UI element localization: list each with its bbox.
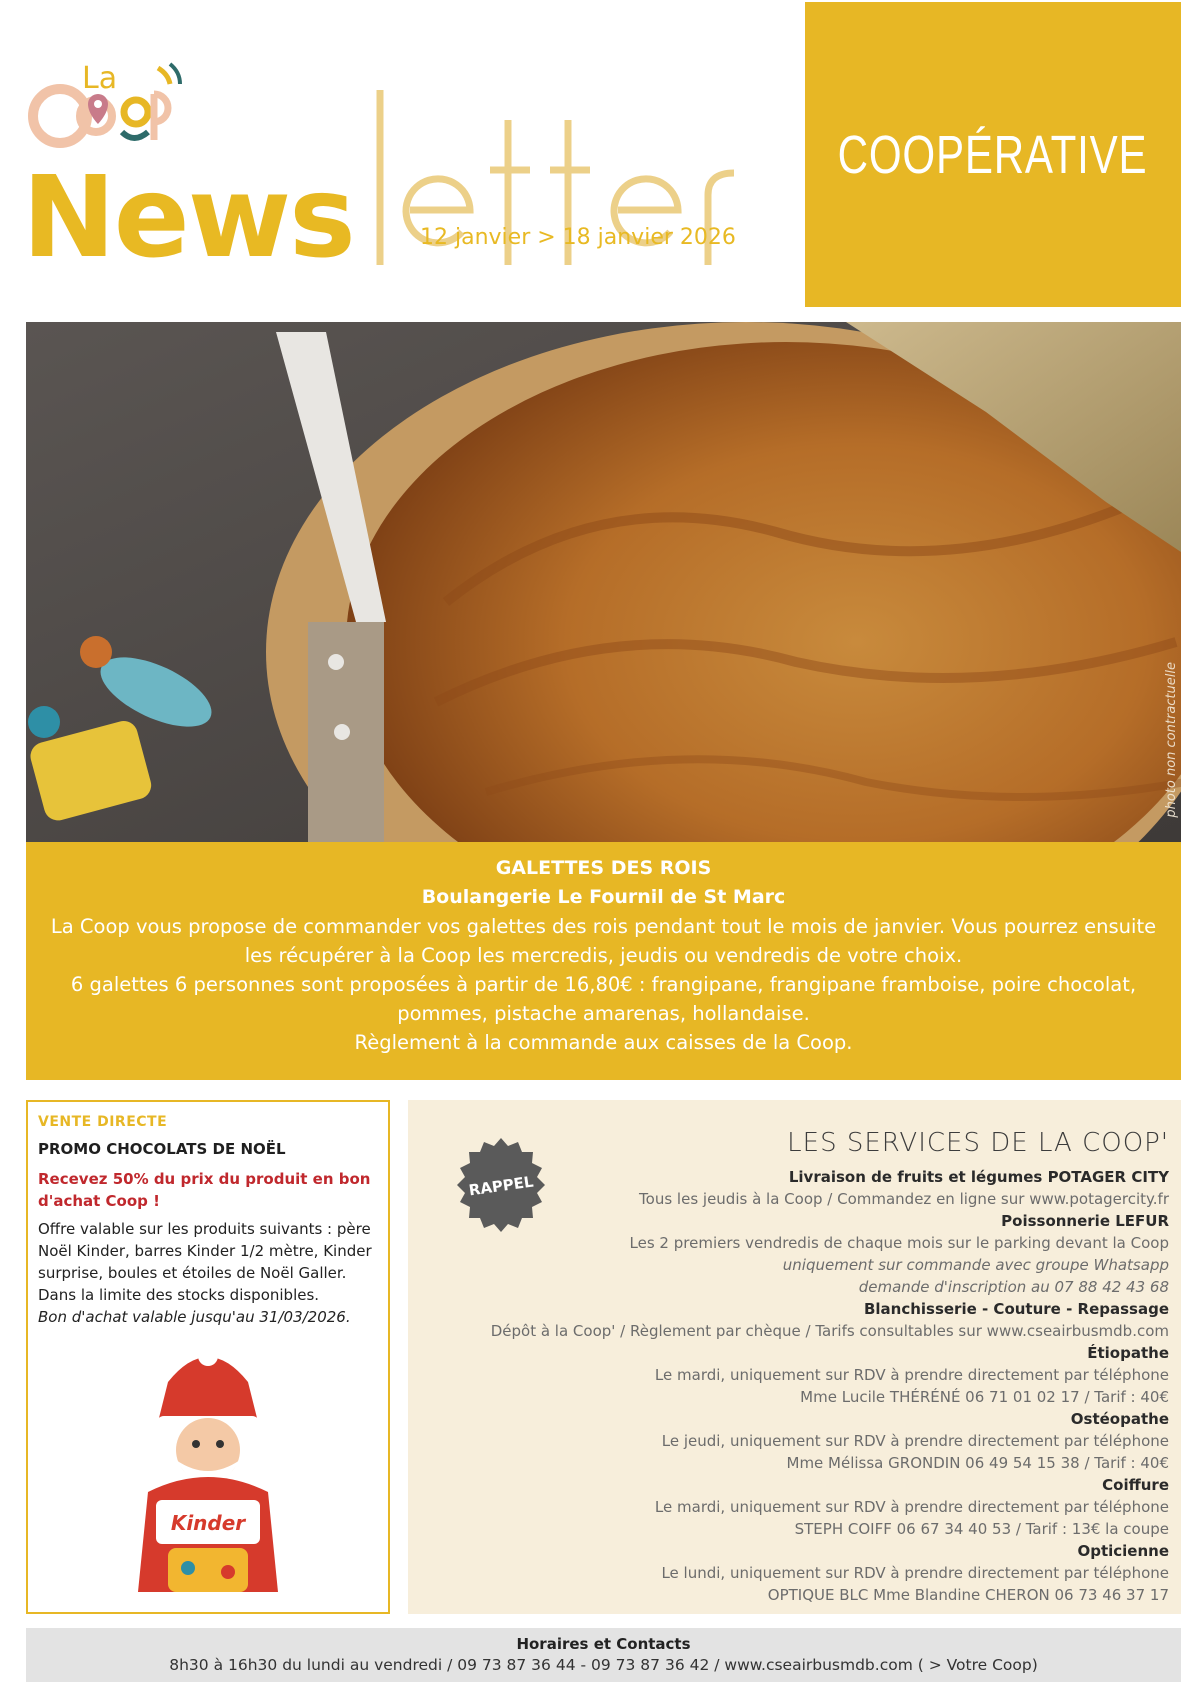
service-details: Le mardi, uniquement sur RDV à prendre directement par téléphone [654,1366,1169,1384]
service-name: Opticienne [1077,1542,1169,1560]
footer-title: Horaires et Contacts [516,1635,691,1653]
galette-paragraph-1: La Coop vous propose de commander vos galettes des rois pendant tout le mois de janvier. Vous pourrez ensuite les récupérer à la Coop les mercredis, jeudis ou vendredis de votre choix. [50,915,1157,967]
category-label: COOPÉRATIVE [838,124,1148,185]
services-title: LES SERVICES DE LA COOP' [787,1128,1169,1158]
rappel-badge [454,1138,548,1232]
category-banner [805,2,1181,307]
footer-contact-line: 8h30 à 16h30 du lundi au vendredi / 09 73 87 36 44 - 09 73 87 36 42 / www.cseairbusmdb.com ( > Votre Coop) [169,1656,1038,1674]
service-name: Étiopathe [1087,1344,1169,1362]
service-contact: OPTIQUE BLC Mme Blandine CHERON 06 73 46 37 17 [767,1586,1169,1604]
service-details: Les 2 premiers vendredis de chaque mois sur le parking devant la Coop [629,1234,1169,1252]
rappel-label: RAPPEL [467,1172,535,1200]
newsletter-title-light [350,80,770,280]
service-contact: STEPH COIFF 06 67 34 40 53 / Tarif : 13€ la coupe [794,1520,1169,1538]
kinder-brand-text: Kinder [170,1511,246,1535]
service-name: Poissonnerie LEFUR [1001,1212,1169,1230]
service-details: Tous les jeudis à la Coop / Commandez en ligne sur www.potagercity.fr [639,1190,1169,1208]
kinder-santa-image [128,1342,288,1604]
service-name: Ostéopathe [1070,1410,1169,1428]
service-contact: Mme Mélissa GRONDIN 06 49 54 15 38 / Tarif : 40€ [786,1454,1169,1472]
service-name: Livraison de fruits et légumes POTAGER CITY [788,1168,1169,1186]
service-details: Dépôt à la Coop' / Règlement par chèque / Tarifs consultables sur www.cseairbusmdb.com [490,1322,1169,1340]
vente-kicker: VENTE DIRECTE [38,1114,168,1130]
promo-validity: Bon d'achat valable jusqu'au 31/03/2026. [38,1308,351,1326]
galette-title: GALETTES DES ROIS [495,857,712,879]
service-note: demande d'inscription au 07 88 42 43 68 [858,1278,1169,1296]
vente-directe-box [26,1100,390,1614]
promo-body: Offre valable sur les produits suivants : père Noël Kinder, barres Kinder 1/2 mètre, Kinder surprise, boules et étoiles de Noël Galler. Dans la limite des stocks disponibles. [38,1220,372,1304]
date-range: 12 janvier > 18 janvier 2026 [420,225,736,250]
service-name: Blanchisserie - Couture - Repassage [863,1300,1169,1318]
services-panel [408,1100,1181,1614]
service-contact: Mme Lucile THÉRÉNÉ 06 71 01 02 17 / Tarif : 40€ [800,1388,1169,1406]
svg-text:La: La [82,61,118,96]
newsletter-title-bold: News [22,153,354,283]
service-details: Le jeudi, uniquement sur RDV à prendre directement par téléphone [661,1432,1169,1450]
footer-contacts [26,1628,1181,1682]
galette-announcement [26,842,1181,1080]
promo-offer: Recevez 50% du prix du produit en bon d'achat Coop ! [38,1170,371,1210]
galette-subtitle: Boulangerie Le Fournil de St Marc [421,886,786,908]
galette-paragraph-3: Règlement à la commande aux caisses de la Coop. [354,1031,853,1054]
promo-title: PROMO CHOCOLATS DE NOËL [38,1140,286,1158]
galette-photo [26,322,1181,842]
service-details: Le lundi, uniquement sur RDV à prendre directement par téléphone [661,1564,1169,1582]
la-coop-logo [26,54,186,154]
service-note: uniquement sur commande avec groupe Whatsapp [782,1256,1169,1274]
photo-disclaimer: photo non contractuelle [1164,662,1179,818]
service-details: Le mardi, uniquement sur RDV à prendre directement par téléphone [654,1498,1169,1516]
galette-paragraph-2: 6 galettes 6 personnes sont proposées à partir de 16,80€ : frangipane, frangipane framboise, poire chocolat, pommes, pistache amarenas, hollandaise. [70,973,1137,1025]
service-name: Coiffure [1102,1476,1169,1494]
